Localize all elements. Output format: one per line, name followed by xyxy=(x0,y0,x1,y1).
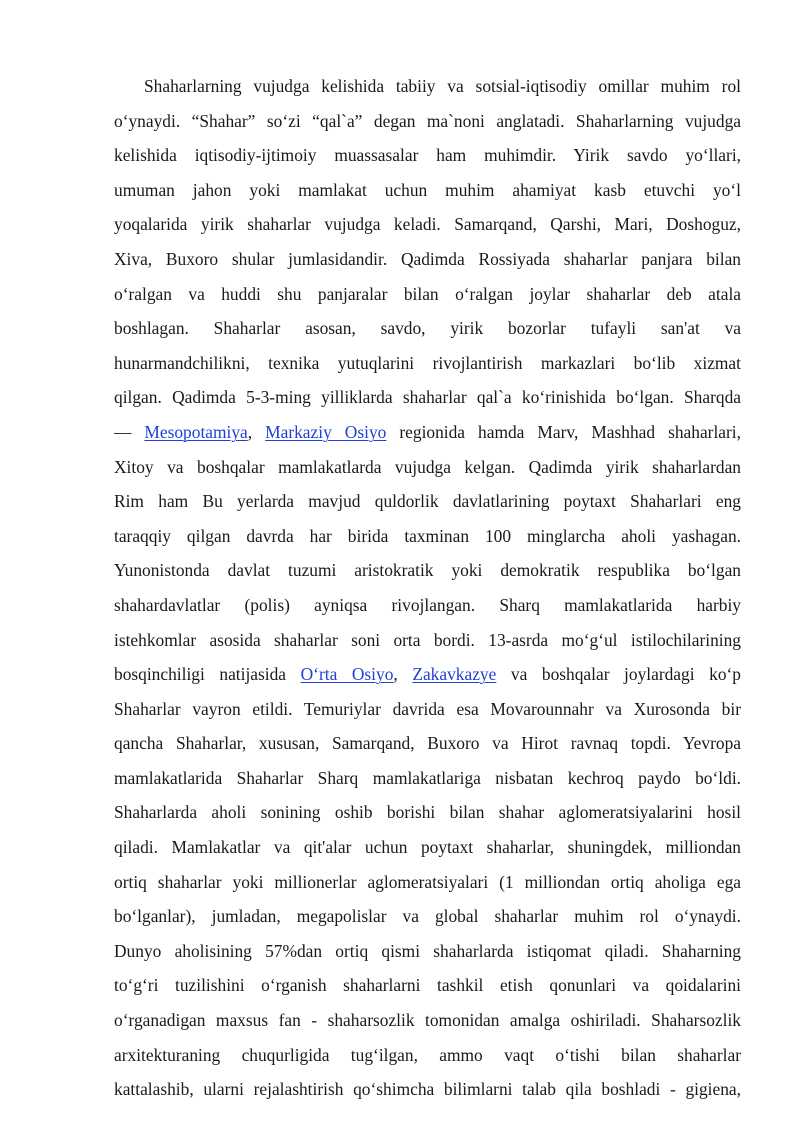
paragraph-line: arxitekturaning chuqurligida tug‘ilgan, ammo vaqt o‘tishi bilan shaharlar xyxy=(114,1044,741,1065)
paragraph-line: qiladi. Mamlakatlar va qit'alar uchun poytaxt shaharlar, shuningdek, milliondan xyxy=(114,837,741,858)
paragraph-line: mamlakatlarida Shaharlar Sharq mamlakatlariga nisbatan kechroq paydo bo‘ldi. xyxy=(114,767,741,788)
paragraph-line: Shaharlarning vujudga kelishida tabiiy va sotsial-iqtisodiy omillar muhim rol xyxy=(144,76,741,96)
link-mesopotamiya[interactable]: Mesopotamiya xyxy=(144,421,248,442)
line-prefix: bosqinchiligi natijasida xyxy=(114,664,301,685)
paragraph-line: Yunonistonda davlat tuzumi aristokratik yoki demokratik respublika bo‘lgan xyxy=(114,560,741,581)
paragraph-line: o‘rganadigan maxsus fan - shaharsozlik tomonidan amalga oshiriladi. Shaharsozlik xyxy=(114,1010,741,1031)
document-page xyxy=(114,69,741,1107)
link-markaziy-osiyo[interactable]: Markaziy Osiyo xyxy=(265,421,387,442)
paragraph-line: hunarmandchilikni, texnika yutuqlarini rivojlantirish markazlari bo‘lib xizmat xyxy=(114,352,741,373)
line-suffix: regionida hamda Marv, Mashhad shaharlari, xyxy=(386,421,741,442)
paragraph-line: boshlagan. Shaharlar asosan, savdo, yirik bozorlar tufayli san'at va xyxy=(114,318,741,339)
link-zakavkazye[interactable]: Zakavkazye xyxy=(412,664,497,685)
link-separator: , xyxy=(247,421,266,442)
paragraph-line: o‘ynaydi. “Shahar” so‘zi “qal`a” degan ma`noni anglatadi. Shaharlarning vujudga xyxy=(114,110,741,131)
paragraph-line: qilgan. Qadimda 5-3-ming yilliklarda shaharlar qal`a ko‘rinishida bo‘lgan. Sharqda xyxy=(114,387,741,408)
paragraph-line: o‘ralgan va huddi shu panjaralar bilan o‘ralgan joylar shaharlar deb atala xyxy=(114,283,741,304)
paragraph-line: taraqqiy qilgan davrda har birida taxminan 100 minglarcha aholi yashagan. xyxy=(114,525,741,546)
link-orta-osiyo[interactable]: O‘rta Osiyo xyxy=(300,664,394,685)
paragraph-line: yoqalarida yirik shaharlar vujudga keladi. Samarqand, Qarshi, Mari, Doshoguz, xyxy=(114,214,741,235)
paragraph-line: Dunyo aholisining 57%dan ortiq qismi shaharlarda istiqomat qiladi. Shaharning xyxy=(114,940,741,961)
paragraph-line: kattalashib, ularni rejalashtirish qo‘shimcha bilimlarni talab qila boshladi - gigiena, xyxy=(114,1079,741,1100)
paragraph-line: umuman jahon yoki mamlakat uchun muhim ahamiyat kasb etuvchi yo‘l xyxy=(114,179,741,200)
paragraph-line: ortiq shaharlar yoki millionerlar aglomeratsiyalari (1 milliondan ortiq aholiga ega xyxy=(114,871,741,892)
paragraph-line: istehkomlar asosida shaharlar soni orta bordi. 13-asrda mo‘g‘ul istilochilarining xyxy=(114,629,741,650)
paragraph-line: Xitoy va boshqalar mamlakatlarda vujudga kelgan. Qadimda yirik shaharlardan xyxy=(114,456,741,477)
paragraph-line: qancha Shaharlar, xususan, Samarqand, Buxoro va Hirot ravnaq topdi. Yevropa xyxy=(114,733,741,754)
link-separator: , xyxy=(393,664,413,685)
paragraph-line: shahardavlatlar (polis) ayniqsa rivojlangan. Sharq mamlakatlarida harbiy xyxy=(114,594,741,615)
paragraph-line: Rim ham Bu yerlarda mavjud quldorlik davlatlarining poytaxt Shaharlari eng xyxy=(114,491,741,512)
paragraph-line: Shaharlarda aholi sonining oshib borishi bilan shahar aglomeratsiyalarini hosil xyxy=(114,802,741,823)
paragraph-line: to‘g‘ri tuzilishini o‘rganish shaharlarni tashkil etish qonunlari va qoidalarini xyxy=(114,975,741,996)
paragraph-line-with-links xyxy=(114,415,741,450)
paragraph-line: Shaharlar vayron etildi. Temuriylar davrida esa Movarounnahr va Xurosonda bir xyxy=(114,698,741,719)
paragraph-line: bo‘lganlar), jumladan, megapolislar va global shaharlar muhim rol o‘ynaydi. xyxy=(114,906,741,927)
paragraph-line: Xiva, Buxoro shular jumlasidandir. Qadimda Rossiyada shaharlar panjara bilan xyxy=(114,248,741,269)
line-prefix: — xyxy=(114,421,145,442)
paragraph-line: kelishida iqtisodiy-ijtimoiy muassasalar ham muhimdir. Yirik savdo yo‘llari, xyxy=(114,145,741,166)
paragraph-line-with-links xyxy=(114,657,741,692)
line-suffix: va boshqalar joylardagi ko‘p xyxy=(496,664,741,685)
